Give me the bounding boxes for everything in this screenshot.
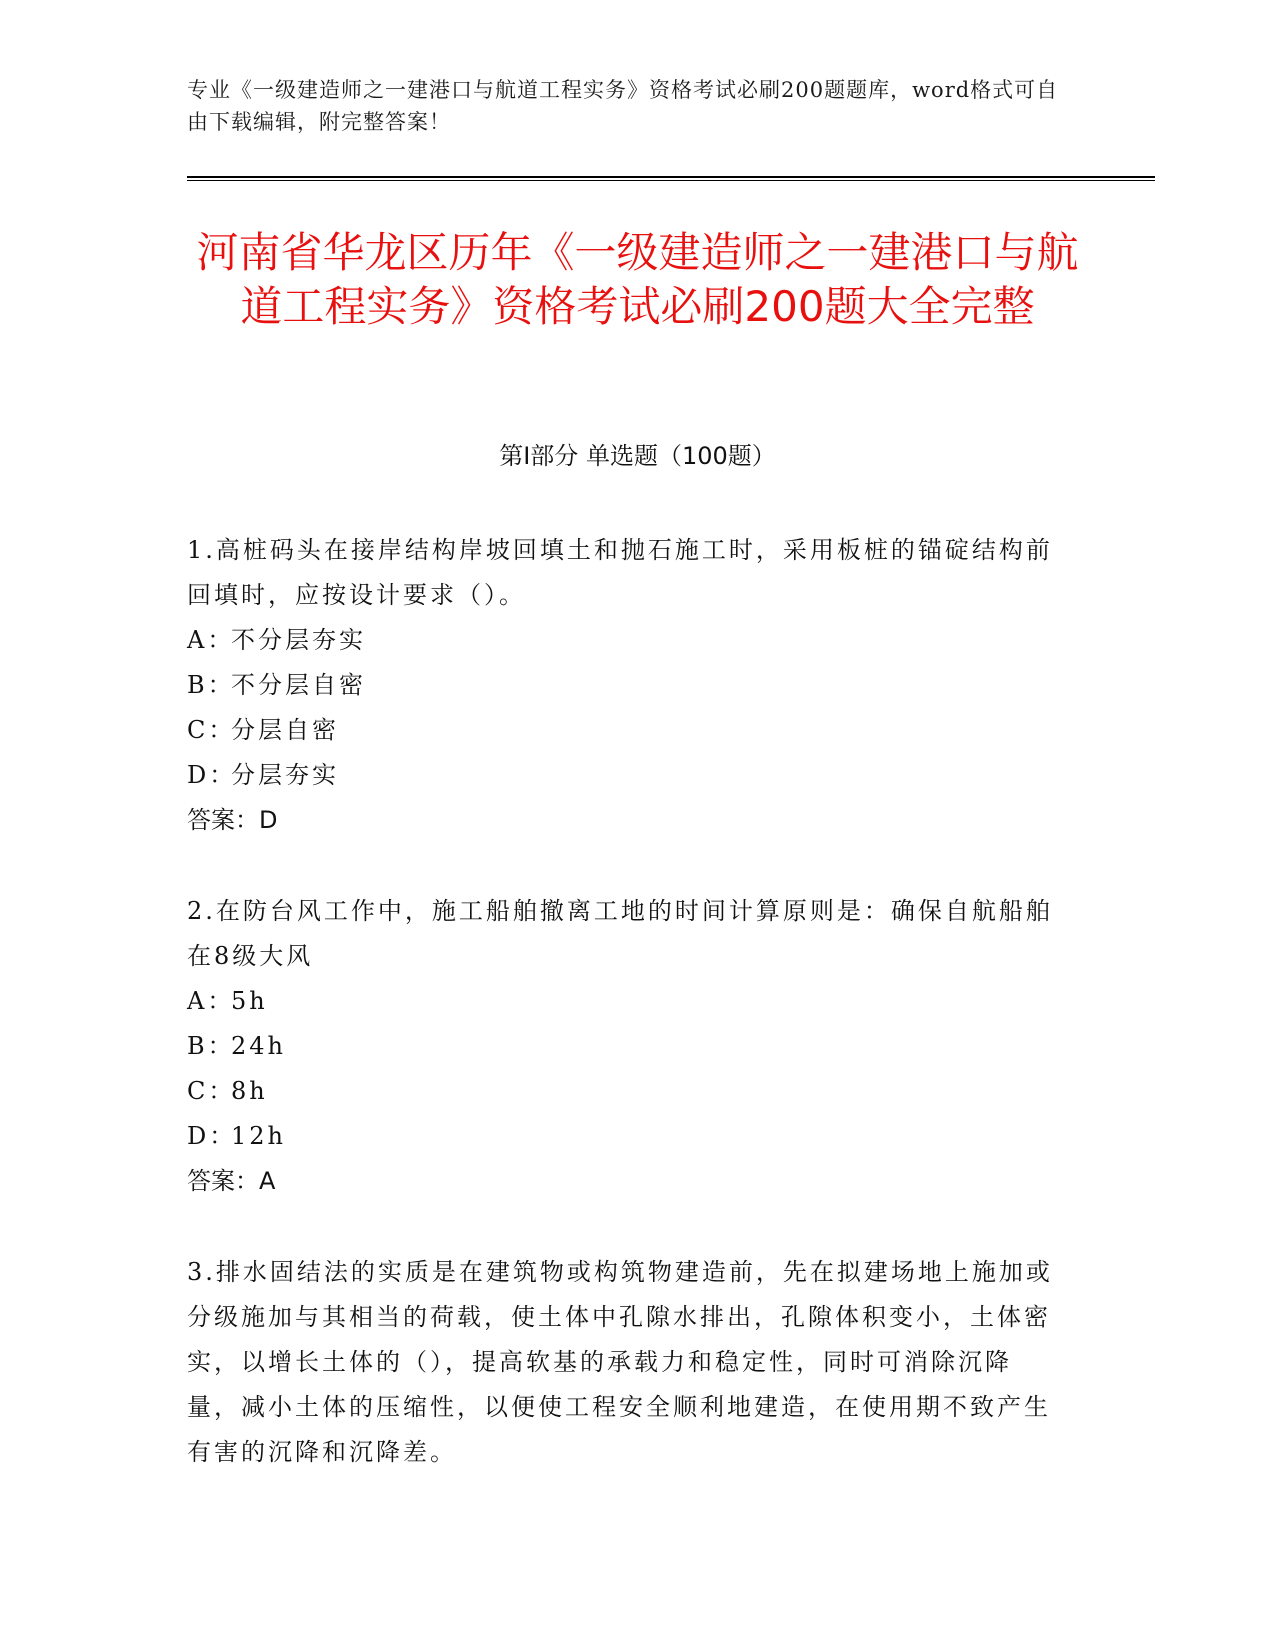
option-b [187,663,1055,708]
option-text: 5h [231,987,268,1015]
question-stem: 1.高桩码头在接岸结构岸坡回填土和抛石施工时，采用板桩的锚碇结构前回填时，应按设计要求（）。 [187,536,1053,609]
option-text: 8h [231,1077,268,1105]
option-text: 不分层夯实 [231,626,366,654]
option-text: 分层夯实 [231,761,339,789]
option-d [187,753,1055,798]
document-title: 河南省华龙区历年《一级建造师之一建港口与航道工程实务》资格考试必刷200题大全完整 [196,228,1079,331]
option-b [187,1024,1055,1069]
question-1 [187,528,1055,843]
header-note: 专业《一级建造师之一建港口与航道工程实务》资格考试必刷200题题库，word格式可自由下载编辑，附完整答案！ [187,78,1059,134]
option-key: D： [187,761,237,789]
option-a [187,979,1055,1024]
option-c [187,1069,1055,1114]
option-key: B： [187,671,235,699]
option-c [187,708,1055,753]
question-stem: 2.在防台风工作中，施工船舶撤离工地的时间计算原则是：确保自航船舶在8级大风 [187,897,1053,970]
question-2 [187,889,1055,1204]
section-heading: 第Ⅰ部分 单选题（100题） [499,442,776,470]
option-key: A： [187,987,235,1015]
option-text: 12h [231,1122,286,1150]
option-d [187,1114,1055,1159]
header-divider [187,176,1155,181]
option-text: 24h [231,1032,286,1060]
option-text: 分层自密 [231,716,339,744]
answer: 答案：A [187,1167,276,1195]
question-list [187,528,1055,1521]
answer: 答案：D [187,806,278,834]
option-text: 不分层自密 [231,671,366,699]
option-key: C： [187,1077,236,1105]
option-key: A： [187,626,235,654]
option-key: C： [187,716,236,744]
option-a [187,618,1055,663]
question-3 [187,1250,1055,1475]
option-key: D： [187,1122,237,1150]
option-key: B： [187,1032,235,1060]
question-stem: 3.排水固结法的实质是在建筑物或构筑物建造前，先在拟建场地上施加或分级施加与其相当的荷载，使土体中孔隙水排出，孔隙体积变小，土体密实，以增长土体的（），提高软基的承载力和稳定性，同时可消除沉降量，减小土体的压缩性，以便使工程安全顺利地建造，在使用期不致产生有害的沉降和沉降差。 [187,1258,1053,1466]
